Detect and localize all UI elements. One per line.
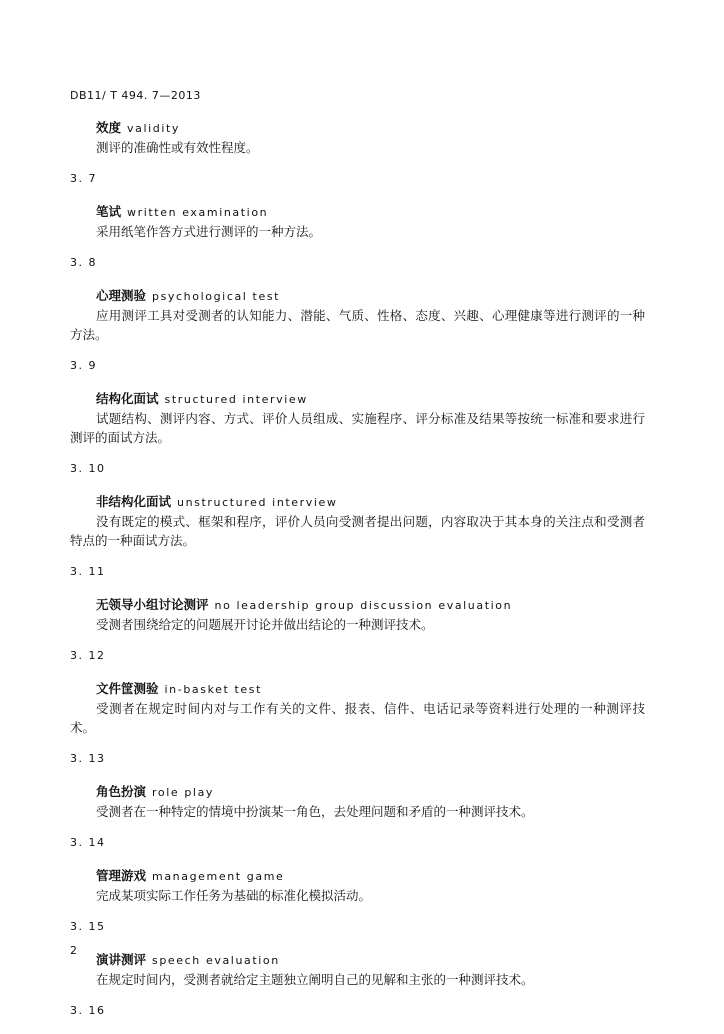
term-entry-in-basket-test (70, 646, 645, 737)
term-chinese: 角色扮演 (96, 784, 147, 799)
clause-number: 3. 7 (70, 172, 97, 185)
term-english: validity (127, 122, 181, 135)
term-chinese: 心理测验 (96, 288, 147, 303)
term-english: psychological test (152, 290, 281, 303)
term-entry-structured-interview (70, 356, 645, 447)
term-chinese: 笔试 (96, 204, 122, 219)
term-definition: 在规定时间内，受测者就给定主题独立阐明自己的见解和主张的一种测评技术。 (96, 972, 534, 987)
clause-number: 3. 14 (70, 836, 106, 849)
term-english: no leadership group discussion evaluation (214, 599, 513, 612)
term-title (96, 389, 645, 409)
term-entry-management-game (70, 833, 645, 905)
term-definition: 测评的准确性或有效性程度。 (96, 140, 259, 155)
clause-number: 3. 11 (70, 565, 106, 578)
term-definition: 受测者在规定时间内对与工作有关的文件、报表、信件、电话记录等资料进行处理的一种测评技术。 (70, 701, 645, 735)
term-definition: 试题结构、测评内容、方式、评价人员组成、实施程序、评分标准及结果等按统一标准和要求进行测评的面试方法。 (70, 411, 645, 445)
term-entry-speech-evaluation (70, 917, 645, 989)
term-title (96, 118, 645, 138)
term-english: speech evaluation (152, 954, 280, 967)
term-chinese: 管理游戏 (96, 868, 147, 883)
term-definition: 采用纸笔作答方式进行测评的一种方法。 (96, 224, 322, 239)
term-title (96, 286, 645, 306)
term-entry-leaderless-group-discussion (70, 562, 645, 634)
term-english: management game (152, 870, 285, 883)
term-title (96, 866, 645, 886)
term-entry-written-examination (70, 169, 645, 241)
clause-number: 3. 8 (70, 256, 97, 269)
term-entry-role-play (70, 749, 645, 821)
term-english: written examination (127, 206, 269, 219)
term-definition: 受测者在一种特定的情境中扮演某一角色，去处理问题和矛盾的一种测评技术。 (96, 804, 534, 819)
term-title (96, 202, 645, 222)
term-title (96, 950, 645, 970)
term-english: in-basket test (164, 683, 263, 696)
term-chinese: 无领导小组讨论测评 (96, 597, 209, 612)
term-title (96, 595, 645, 615)
term-chinese: 演讲测评 (96, 952, 147, 967)
terms-content (70, 118, 645, 1034)
clause-number: 3. 15 (70, 920, 106, 933)
term-chinese: 结构化面试 (96, 391, 159, 406)
clause-number: 3. 13 (70, 752, 106, 765)
clause-number: 3. 9 (70, 359, 97, 372)
term-entry-psychological-test (70, 253, 645, 344)
term-english: role play (152, 786, 215, 799)
term-definition: 完成某项实际工作任务为基础的标准化模拟活动。 (96, 888, 372, 903)
clause-number: 3. 10 (70, 462, 106, 475)
term-chinese: 非结构化面试 (96, 494, 172, 509)
clause-number: 3. 12 (70, 649, 106, 662)
document-code-header: DB11/ T 494. 7—2013 (70, 89, 201, 102)
term-english: structured interview (164, 393, 308, 406)
term-title (96, 679, 645, 699)
term-entry-validity (70, 118, 645, 157)
term-title (96, 782, 645, 802)
term-entry-unstructured-interview (70, 459, 645, 550)
term-definition: 应用测评工具对受测者的认知能力、潜能、气质、性格、态度、兴趣、心理健康等进行测评的一种方法。 (70, 308, 645, 342)
term-title (96, 492, 645, 512)
term-chinese: 效度 (96, 120, 122, 135)
page-number: 2 (70, 944, 77, 957)
term-chinese: 文件筐测验 (96, 681, 159, 696)
term-definition: 没有既定的模式、框架和程序，评价人员向受测者提出问题，内容取决于其本身的关注点和受测者特点的一种面试方法。 (70, 514, 645, 548)
trailing-clause-number: 3. 16 (70, 1004, 106, 1017)
term-definition: 受测者围绕给定的问题展开讨论并做出结论的一种测评技术。 (96, 617, 434, 632)
term-english: unstructured interview (177, 496, 338, 509)
